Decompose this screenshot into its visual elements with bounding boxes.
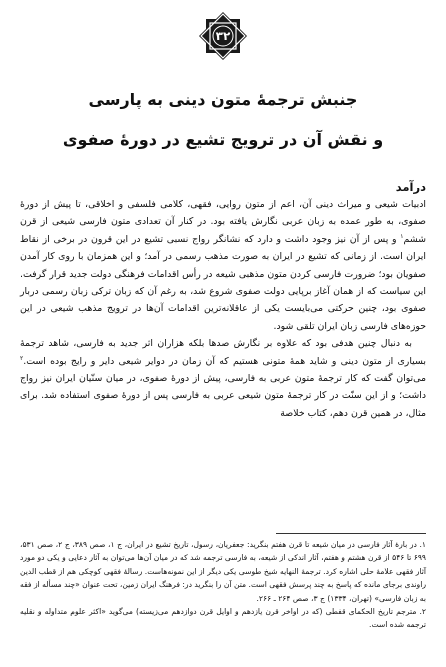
footnote-ref-2[interactable]: ۲ [20, 354, 24, 362]
body-text [20, 196, 426, 422]
section-heading: درآمد [395, 180, 426, 194]
chapter-title-line-1: جنبش ترجمهٔ متون دینی به پارسی [88, 90, 358, 109]
footnote-2: ۲. مترجم تاریخ الحکمای قفطی (که در اواخر قرن یازدهم و اوایل قرن دوازدهم می‌زیسته) می‌گوید «اکثر علوم متداوله و نقلیه ترجمه شده است. [20, 607, 426, 630]
chapter-number: ۳۲ [215, 29, 231, 43]
paragraph-2 [20, 335, 426, 422]
chapter-title-line-2: و نقش آن در ترویج تشیع در دورهٔ صفوی [62, 130, 384, 149]
paragraph-1-part-a: ادبیات شیعی و میراث دینی آن، اعم از متون روایی، فقهی، کلامی فلسفی و اخلاقی، تا پیش از دورهٔ صفوی، به طور عمده به زبان عربی نگارش یافته بود. در کنار آن تعدادی متون فارسی شیعی از قرن ششم [20, 199, 426, 245]
paragraph-1-part-b: و پس از آن نیز وجود داشت و دارد که نشانگر رواج نسبی تشیع در این قرون در برخی از نقاط ایران است. از زمانی که تشیع در ایران به صورت مذهب رسمی در آمد؛ و این همزمان با روی کار آمدن صفویان بود؛ ضرورت فارسی کردن متون مذهبی شیعه در رأس اقدامات فرهنگی دولت جدید قرار گرفت. این سیاست که از همان آغاز برپایی دولت صفوی شروع شد، به رغم آن که زبان ترکی زبان رسمی دربار صفوی بود، چنین حرکتی می‌بایست یکی از عاقلانه‌ترین اقدامات آن‌ها در ترویج مذهب شیعی در این حوزه‌های فارسی زبان ایران تلقی شود. [20, 233, 426, 332]
paragraph-2-part-a: به دنبال چنین هدفی بود که علاوه بر نگارش صدها بلکه هزاران اثر جدید به فارسی، شاهد ترجمهٔ بسیاری از متون دینی و شاید همهٔ متونی هستیم که آن زمان در دوایر شیعی دایر و رایج بوده است. [20, 338, 426, 367]
footnotes [20, 538, 426, 632]
paragraph-1 [20, 196, 426, 335]
chapter-emblem [197, 10, 249, 62]
footnote-1: ۱. در بارهٔ آثار فارسی در میان شیعه تا قرن هفتم بنگرید: جعفریان، رسول، تاریخ تشیع در ایران، ج ۱، صص ۳۸۹، ج ۲، صص ۵۳۱، ۶۹۹ تا ۵۴۶ از قرن هشتم و هفتم، آثار اندکی از شیعه، به فارسی ترجمه شد که در میان آن‌ها می‌توان به آثار دعایی و یکی دو مورد آثار فقهی علامهٔ حلی اشاره کرد. ترجمهٔ النهایه شیخ طوسی یکی دیگر از این نمونه‌هاست. رسالهٔ فقهی کوچکی هم از قطب الدین راوندی برجای مانده که پاسخ به چند پرسش فقهی است. متن آن را بنگرید در: فرهنگ ایران زمین، تحت عنوان «چند مسأله از فقه به زبان فارسی» (تهران، ۱۳۳۴) ج ۳، صص ۲۶۴ ـ ۲۶۶. [20, 540, 427, 603]
footnote-ref-1[interactable]: ۱ [400, 232, 404, 240]
paragraph-2-part-b: می‌توان گفت که کار ترجمهٔ متون عربی به فارسی، پیش از دورهٔ صفوی، در میان سنّیان ایران نیز رواج داشت؛ و از این سنّت در کار ترجمهٔ متون شیعی عربی به فارسی پس از دورهٔ صفوی استفاده شد. برای مثال، در همین قرن دهم، کتاب خلاصة [20, 373, 426, 419]
footnote-divider [276, 533, 426, 534]
